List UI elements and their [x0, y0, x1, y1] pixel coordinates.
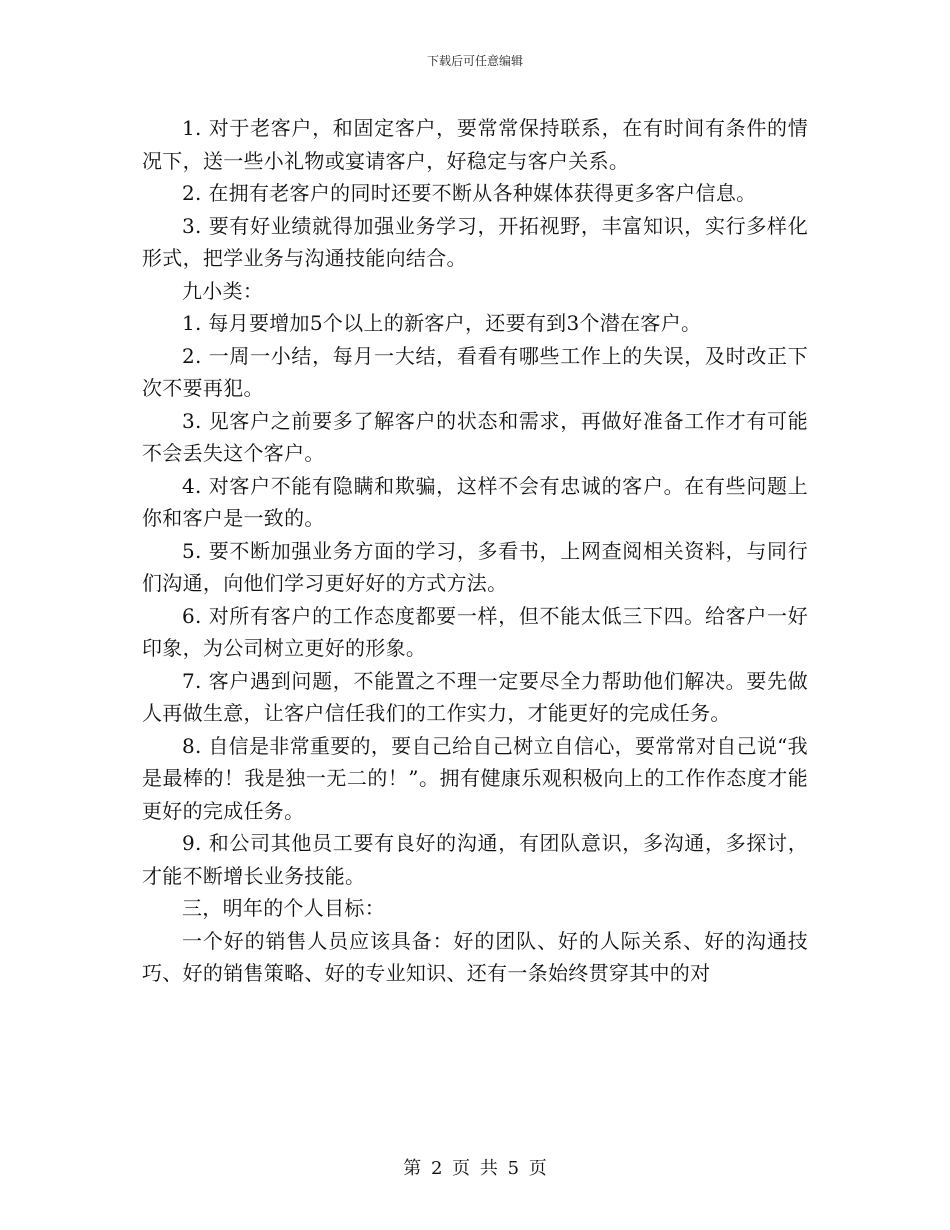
- paragraph-12: 9. 和公司其他员工要有良好的沟通，有团队意识，多沟通，多探讨，才能不断增长业务技能。: [142, 831, 808, 888]
- paragraph-9: 6. 对所有客户的工作态度都要一样，但不能太低三下四。给客户一好印象，为公司树立更好的形象。: [142, 603, 808, 660]
- paragraph-2: 2. 在拥有老客户的同时还要不断从各种媒体获得更多客户信息。: [182, 181, 757, 205]
- paragraph-3: 3. 要有好业绩就得加强业务学习，开拓视野，丰富知识，实行多样化形式，把学业务与沟通技能向结合。: [142, 213, 808, 270]
- document-body: [142, 112, 808, 990]
- paragraph-10: 7. 客户遇到问题，不能置之不理一定要尽全力帮助他们解决。要先做人再做生意，让客户信任我们的工作实力，才能更好的完成任务。: [142, 668, 808, 725]
- page-number: 第 2 页 共 5 页: [403, 1158, 547, 1179]
- paragraph-13: 一个好的销售人员应该具备：好的团队、好的人际关系、好的沟通技巧、好的销售策略、好的专业知识、还有一条始终贯穿其中的对: [142, 928, 808, 985]
- section-heading-nine-categories: 九小类：: [182, 278, 264, 303]
- paragraph-5: 2. 一周一小结，每月一大结，看看有哪些工作上的失误，及时改正下次不要再犯。: [142, 343, 808, 400]
- paragraph-4: 1. 每月要增加5个以上的新客户，还要有到3个潜在客户。: [182, 311, 702, 335]
- paragraph-11: 8. 自信是非常重要的，要自己给自己树立自信心，要常常对自己说“我是最棒的！我是独一无二的！”。拥有健康乐观积极向上的工作作态度才能更好的完成任务。: [142, 733, 808, 823]
- paragraph-8: 5. 要不断加强业务方面的学习，多看书，上网查阅相关资料，与同行们沟通，向他们学习更好好的方式方法。: [142, 538, 808, 595]
- paragraph-1: 1. 对于老客户，和固定客户，要常常保持联系，在有时间有条件的情况下，送一些小礼物或宴请客户，好稳定与客户关系。: [142, 116, 808, 173]
- paragraph-7: 4. 对客户不能有隐瞒和欺骗，这样不会有忠诚的客户。在有些问题上你和客户是一致的。: [142, 473, 808, 530]
- section-heading-personal-goals: 三，明年的个人目标：: [182, 896, 385, 920]
- paragraph-6: 3. 见客户之前要多了解客户的状态和需求，再做好准备工作才有可能不会丢失这个客户。: [142, 408, 808, 465]
- page-header: 下载后可任意编辑: [426, 54, 523, 68]
